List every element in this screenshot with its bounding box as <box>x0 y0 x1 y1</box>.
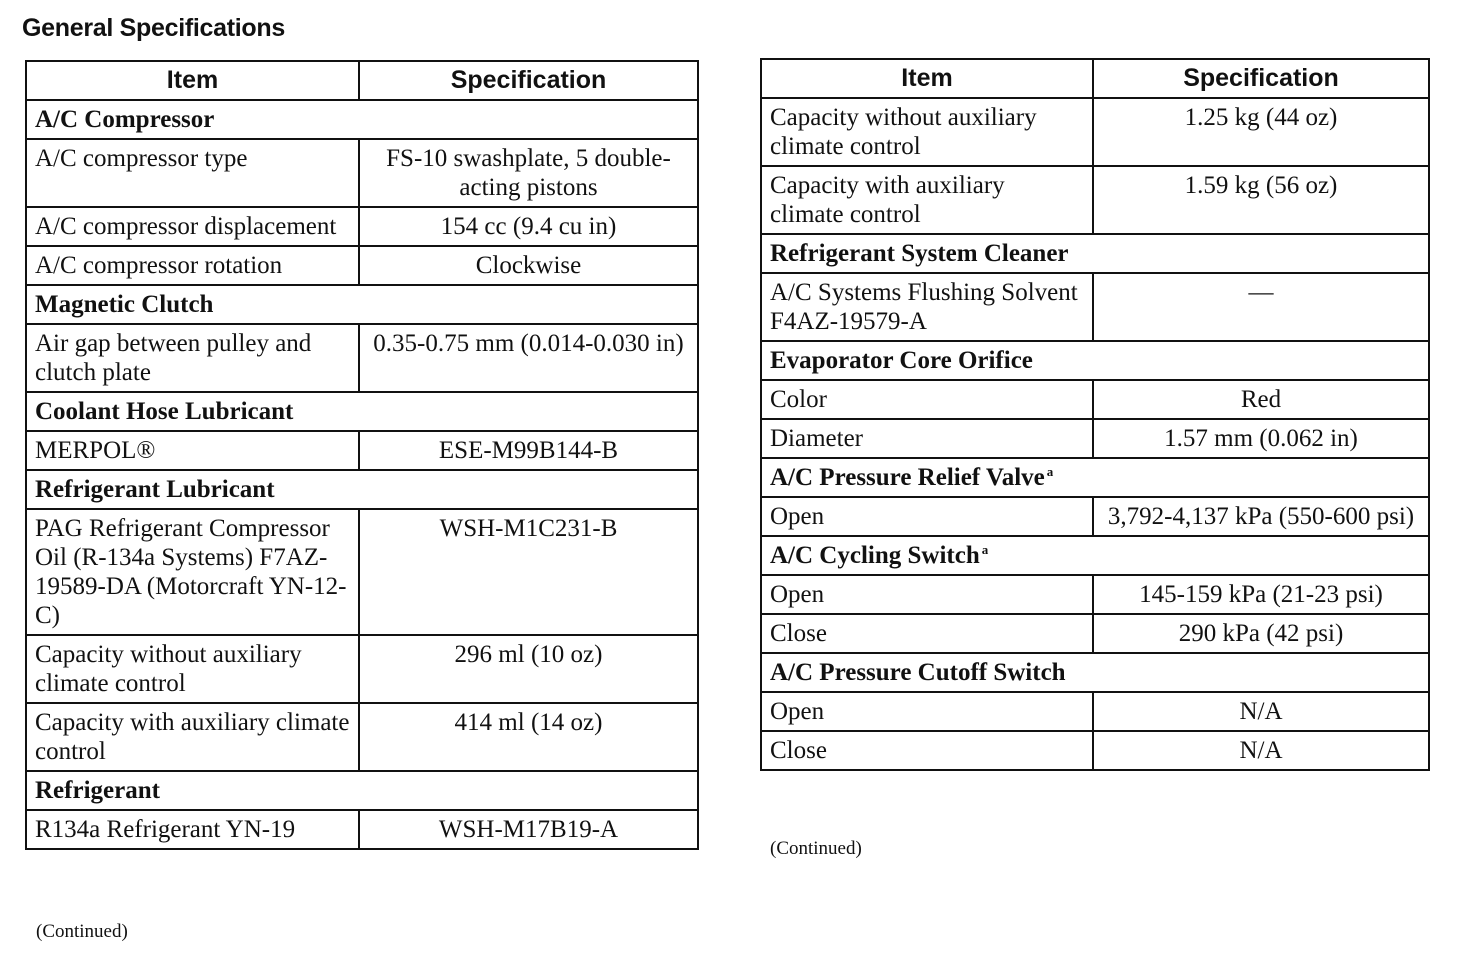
item-cell: Capacity with auxiliary climate control <box>761 166 1093 234</box>
specification-cell: Red <box>1093 380 1429 419</box>
item-cell: Capacity without auxiliary climate control <box>761 98 1093 166</box>
section-label: Magnetic Clutch <box>35 291 214 318</box>
item-cell: Color <box>761 380 1093 419</box>
section-label: A/C Compressor <box>35 106 215 133</box>
table-row <box>761 419 1429 458</box>
table-row <box>761 575 1429 614</box>
table-row <box>26 246 698 285</box>
table-row <box>761 497 1429 536</box>
column-header-item: Item <box>26 61 359 100</box>
item-cell: R134a Refrigerant YN-19 <box>26 810 359 849</box>
section-heading <box>761 234 1429 273</box>
section-label: Refrigerant Lubricant <box>35 476 275 503</box>
section-row <box>26 100 698 139</box>
section-row <box>26 470 698 509</box>
table-row <box>26 703 698 771</box>
item-cell: Capacity with auxiliary climate control <box>26 703 359 771</box>
header-row <box>761 59 1429 98</box>
section-label: Refrigerant <box>35 777 160 804</box>
item-cell: MERPOL® <box>26 431 359 470</box>
item-cell: Close <box>761 731 1093 770</box>
item-cell: Diameter <box>761 419 1093 458</box>
section-label: Evaporator Core Orifice <box>770 347 1033 374</box>
column-header-specification: Specification <box>359 61 698 100</box>
table-row <box>761 166 1429 234</box>
specification-cell: ESE-M99B144-B <box>359 431 698 470</box>
table-row <box>26 431 698 470</box>
header-row <box>26 61 698 100</box>
table-row <box>761 98 1429 166</box>
specification-cell: FS-10 swashplate, 5 double-acting pistons <box>359 139 698 207</box>
section-row <box>761 653 1429 692</box>
section-heading <box>26 285 698 324</box>
table-row <box>26 635 698 703</box>
section-label: Refrigerant System Cleaner <box>770 240 1069 267</box>
specification-cell: 414 ml (14 oz) <box>359 703 698 771</box>
column-header-specification: Specification <box>1093 59 1429 98</box>
table-row <box>761 614 1429 653</box>
item-cell: Air gap between pulley and clutch plate <box>26 324 359 392</box>
item-cell: PAG Refrigerant Compressor Oil (R-134a Systems) F7AZ-19589-DA (Motorcraft YN-12-C) <box>26 509 359 635</box>
section-row <box>761 458 1429 497</box>
footnote-marker: a <box>981 541 989 557</box>
specification-cell: WSH-M17B19-A <box>359 810 698 849</box>
specification-cell: 1.57 mm (0.062 in) <box>1093 419 1429 458</box>
specification-cell: 296 ml (10 oz) <box>359 635 698 703</box>
continued-note: (Continued) <box>770 838 862 859</box>
right-spec-table <box>760 58 1430 771</box>
section-row <box>26 771 698 810</box>
section-row <box>26 285 698 324</box>
left-spec-table <box>25 60 699 850</box>
section-heading <box>761 536 1429 575</box>
item-cell: A/C compressor displacement <box>26 207 359 246</box>
column-header-item: Item <box>761 59 1093 98</box>
section-label: A/C Cycling Switch <box>770 542 980 569</box>
table-row <box>26 509 698 635</box>
section-row <box>761 536 1429 575</box>
item-cell: A/C compressor rotation <box>26 246 359 285</box>
section-row <box>761 341 1429 380</box>
table-row <box>26 324 698 392</box>
section-label: A/C Pressure Cutoff Switch <box>770 659 1066 686</box>
table-row <box>26 139 698 207</box>
specification-cell: Clockwise <box>359 246 698 285</box>
item-cell: Capacity without auxiliary climate control <box>26 635 359 703</box>
table-row <box>761 380 1429 419</box>
section-label: A/C Pressure Relief Valve <box>770 464 1045 491</box>
section-heading <box>26 470 698 509</box>
item-cell: Open <box>761 497 1093 536</box>
item-cell: A/C compressor type <box>26 139 359 207</box>
table-row <box>761 731 1429 770</box>
section-heading <box>761 653 1429 692</box>
item-cell: Open <box>761 575 1093 614</box>
specification-cell: 1.59 kg (56 oz) <box>1093 166 1429 234</box>
table-row <box>26 207 698 246</box>
specification-cell: 154 cc (9.4 cu in) <box>359 207 698 246</box>
specification-cell: N/A <box>1093 731 1429 770</box>
specification-cell: 290 kPa (42 psi) <box>1093 614 1429 653</box>
specification-cell: N/A <box>1093 692 1429 731</box>
page-title: General Specifications <box>22 14 285 42</box>
continued-note: (Continued) <box>36 921 128 942</box>
item-cell: A/C Systems Flushing Solvent F4AZ-19579-A <box>761 273 1093 341</box>
section-row <box>761 234 1429 273</box>
section-row <box>26 392 698 431</box>
specification-cell: WSH-M1C231-B <box>359 509 698 635</box>
section-heading <box>761 458 1429 497</box>
specification-cell: 1.25 kg (44 oz) <box>1093 98 1429 166</box>
section-heading <box>761 341 1429 380</box>
section-heading <box>26 392 698 431</box>
table-row <box>26 810 698 849</box>
specification-cell: 3,792-4,137 kPa (550-600 psi) <box>1093 497 1429 536</box>
specification-cell: — <box>1093 273 1429 341</box>
specification-cell: 145-159 kPa (21-23 psi) <box>1093 575 1429 614</box>
specification-cell: 0.35-0.75 mm (0.014-0.030 in) <box>359 324 698 392</box>
item-cell: Close <box>761 614 1093 653</box>
item-cell: Open <box>761 692 1093 731</box>
footnote-marker: a <box>1046 463 1054 479</box>
table-row <box>761 273 1429 341</box>
section-heading <box>26 771 698 810</box>
section-label: Coolant Hose Lubricant <box>35 398 294 425</box>
section-heading <box>26 100 698 139</box>
table-row <box>761 692 1429 731</box>
